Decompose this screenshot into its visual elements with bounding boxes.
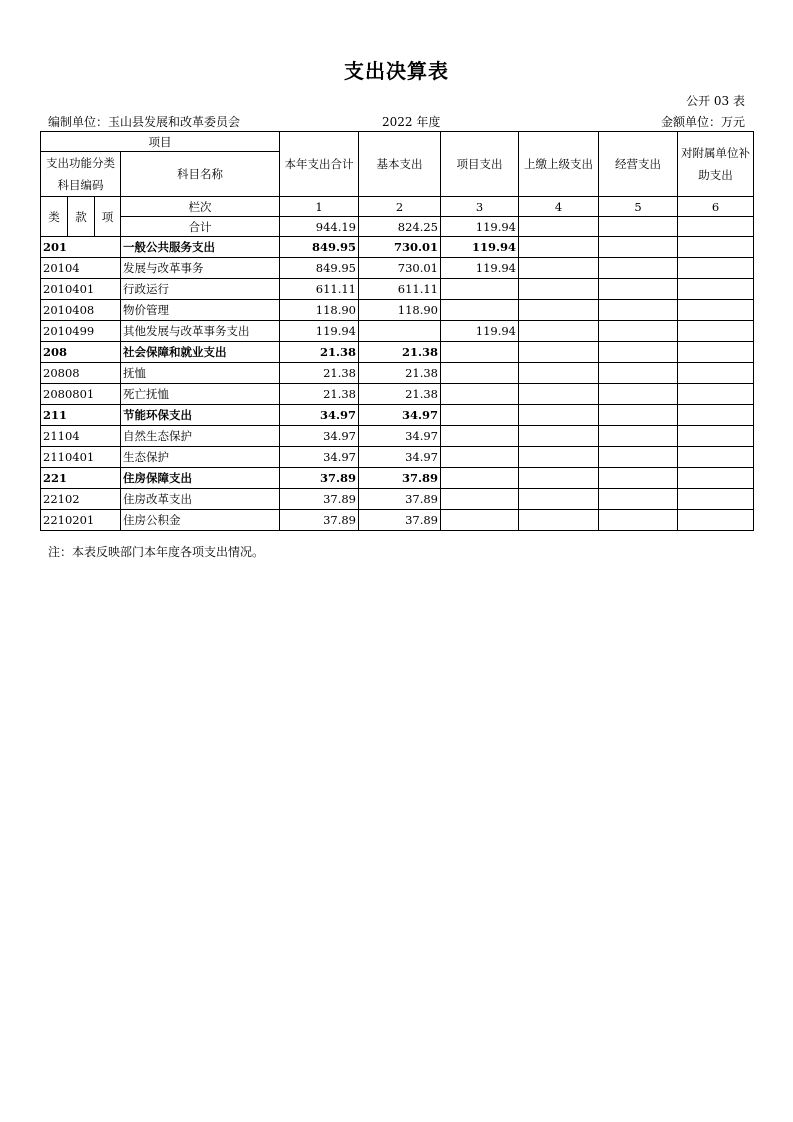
row-upper	[519, 510, 599, 531]
total-upper	[519, 217, 599, 237]
fiscal-year: 2022 年度	[382, 115, 441, 129]
amount-unit: 金额单位：万元	[660, 115, 745, 129]
row-code: 2010499	[41, 321, 121, 342]
row-total: 34.97	[280, 405, 359, 426]
header-basic: 基本支出	[359, 132, 441, 197]
page-title: 支出决算表	[344, 59, 449, 83]
row-total: 21.38	[280, 363, 359, 384]
row-project	[441, 489, 519, 510]
row-subsidy	[678, 321, 754, 342]
row-business	[599, 384, 678, 405]
row-code: 208	[41, 342, 121, 363]
row-basic: 21.38	[359, 342, 441, 363]
row-upper	[519, 279, 599, 300]
form-number: 公开 03 表	[686, 94, 745, 108]
row-business	[599, 300, 678, 321]
row-code: 211	[41, 405, 121, 426]
row-project	[441, 426, 519, 447]
row-business	[599, 510, 678, 531]
row-code: 2010401	[41, 279, 121, 300]
row-business	[599, 258, 678, 279]
table-row	[41, 321, 754, 342]
col-number-5: 5	[599, 197, 678, 217]
header-func-code: 支出功能分类科目编码	[41, 152, 121, 197]
row-upper	[519, 258, 599, 279]
row-upper	[519, 489, 599, 510]
row-project	[441, 342, 519, 363]
row-basic: 34.97	[359, 405, 441, 426]
row-upper	[519, 321, 599, 342]
row-subsidy	[678, 447, 754, 468]
row-upper	[519, 447, 599, 468]
total-project: 119.94	[441, 217, 519, 237]
row-subsidy	[678, 258, 754, 279]
header-lanci: 栏次	[121, 197, 280, 217]
table-row	[41, 447, 754, 468]
row-code: 2110401	[41, 447, 121, 468]
col-number-6: 6	[678, 197, 754, 217]
col-number-4: 4	[519, 197, 599, 217]
row-basic: 118.90	[359, 300, 441, 321]
row-business	[599, 237, 678, 258]
row-business	[599, 489, 678, 510]
header-total: 本年支出合计	[280, 132, 359, 197]
row-project: 119.94	[441, 258, 519, 279]
row-code: 2080801	[41, 384, 121, 405]
row-business	[599, 468, 678, 489]
row-basic	[359, 321, 441, 342]
total-sum: 944.19	[280, 217, 359, 237]
header-upper: 上缴上级支出	[519, 132, 599, 197]
header-subject-name: 科目名称	[121, 152, 280, 197]
table-row	[41, 510, 754, 531]
table-row	[41, 426, 754, 447]
row-total: 37.89	[280, 510, 359, 531]
row-code: 22102	[41, 489, 121, 510]
row-upper	[519, 342, 599, 363]
footnote: 注：本表反映部门本年度各项支出情况。	[48, 545, 265, 559]
table-row	[41, 489, 754, 510]
row-name: 社会保障和就业支出	[121, 342, 280, 363]
row-basic: 37.89	[359, 510, 441, 531]
row-upper	[519, 405, 599, 426]
row-project: 119.94	[441, 237, 519, 258]
row-subsidy	[678, 510, 754, 531]
row-total: 849.95	[280, 237, 359, 258]
row-name: 物价管理	[121, 300, 280, 321]
row-code: 20808	[41, 363, 121, 384]
row-upper	[519, 300, 599, 321]
row-total: 21.38	[280, 384, 359, 405]
total-business	[599, 217, 678, 237]
row-code: 2010408	[41, 300, 121, 321]
row-project	[441, 279, 519, 300]
table-body	[41, 237, 754, 531]
row-name: 一般公共服务支出	[121, 237, 280, 258]
row-project	[441, 384, 519, 405]
table-row	[41, 468, 754, 489]
row-basic: 34.97	[359, 447, 441, 468]
row-code: 2210201	[41, 510, 121, 531]
header-xiang: 项	[95, 197, 121, 237]
row-code: 21104	[41, 426, 121, 447]
row-total: 849.95	[280, 258, 359, 279]
row-basic: 34.97	[359, 426, 441, 447]
table-row	[41, 405, 754, 426]
row-upper	[519, 237, 599, 258]
row-subsidy	[678, 489, 754, 510]
header-business: 经营支出	[599, 132, 678, 197]
row-name: 其他发展与改革事务支出	[121, 321, 280, 342]
row-subsidy	[678, 279, 754, 300]
row-business	[599, 426, 678, 447]
row-total: 34.97	[280, 426, 359, 447]
row-subsidy	[678, 405, 754, 426]
row-name: 住房保障支出	[121, 468, 280, 489]
col-number-1: 1	[280, 197, 359, 217]
header-subsidy: 对附属单位补助支出	[678, 132, 754, 197]
table-row	[41, 279, 754, 300]
row-code: 201	[41, 237, 121, 258]
header-item: 项目	[41, 132, 280, 152]
row-total: 119.94	[280, 321, 359, 342]
row-upper	[519, 426, 599, 447]
row-project	[441, 468, 519, 489]
table-row	[41, 300, 754, 321]
row-total: 34.97	[280, 447, 359, 468]
row-total: 21.38	[280, 342, 359, 363]
row-basic: 21.38	[359, 384, 441, 405]
header-lei: 类	[41, 197, 68, 237]
row-business	[599, 279, 678, 300]
row-business	[599, 405, 678, 426]
header-project: 项目支出	[441, 132, 519, 197]
row-business	[599, 447, 678, 468]
row-name: 住房改革支出	[121, 489, 280, 510]
row-name: 抚恤	[121, 363, 280, 384]
row-project	[441, 363, 519, 384]
row-business	[599, 342, 678, 363]
row-subsidy	[678, 363, 754, 384]
row-name: 死亡抚恤	[121, 384, 280, 405]
row-basic: 37.89	[359, 468, 441, 489]
header-kuan: 款	[68, 197, 95, 237]
row-name: 住房公积金	[121, 510, 280, 531]
row-total: 611.11	[280, 279, 359, 300]
row-project	[441, 510, 519, 531]
row-subsidy	[678, 426, 754, 447]
total-subsidy	[678, 217, 754, 237]
row-name: 生态保护	[121, 447, 280, 468]
table-header	[41, 132, 754, 237]
total-label: 合计	[121, 217, 280, 237]
row-subsidy	[678, 300, 754, 321]
meta-row	[40, 113, 753, 131]
row-subsidy	[678, 468, 754, 489]
row-code: 20104	[41, 258, 121, 279]
row-business	[599, 363, 678, 384]
row-business	[599, 321, 678, 342]
row-name: 节能环保支出	[121, 405, 280, 426]
row-upper	[519, 384, 599, 405]
row-total: 37.89	[280, 468, 359, 489]
row-subsidy	[678, 384, 754, 405]
row-subsidy	[678, 237, 754, 258]
row-code: 221	[41, 468, 121, 489]
row-basic: 730.01	[359, 237, 441, 258]
row-project	[441, 300, 519, 321]
row-total: 118.90	[280, 300, 359, 321]
total-basic: 824.25	[359, 217, 441, 237]
compiling-unit: 编制单位：玉山县发展和改革委员会	[48, 115, 241, 129]
table-row	[41, 363, 754, 384]
table-row	[41, 258, 754, 279]
row-name: 发展与改革事务	[121, 258, 280, 279]
row-name: 行政运行	[121, 279, 280, 300]
row-upper	[519, 363, 599, 384]
row-basic: 611.11	[359, 279, 441, 300]
table-row	[41, 384, 754, 405]
row-basic: 37.89	[359, 489, 441, 510]
row-upper	[519, 468, 599, 489]
row-project	[441, 405, 519, 426]
row-subsidy	[678, 342, 754, 363]
expenditure-table	[40, 131, 754, 531]
row-project: 119.94	[441, 321, 519, 342]
row-basic: 21.38	[359, 363, 441, 384]
row-name: 自然生态保护	[121, 426, 280, 447]
row-basic: 730.01	[359, 258, 441, 279]
table-row	[41, 342, 754, 363]
col-number-3: 3	[441, 197, 519, 217]
table-row	[41, 237, 754, 258]
row-project	[441, 447, 519, 468]
row-total: 37.89	[280, 489, 359, 510]
col-number-2: 2	[359, 197, 441, 217]
